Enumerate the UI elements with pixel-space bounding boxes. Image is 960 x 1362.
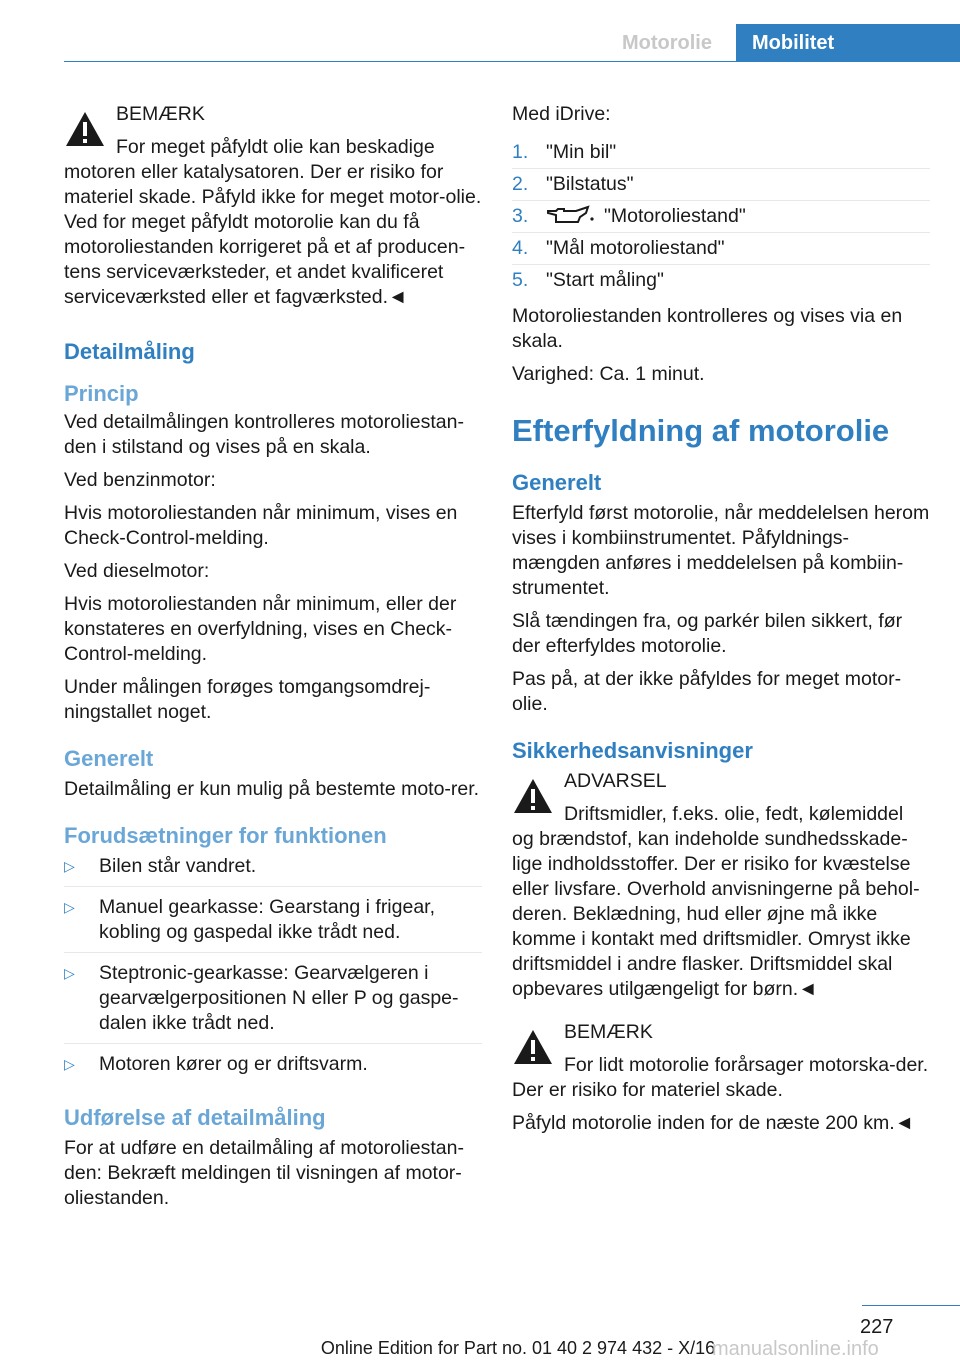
warning-triangle-icon (64, 110, 106, 148)
notice-block (64, 102, 482, 310)
notice-text: For lidt motorolie forårsager motorska-der. Der er risiko for materiel skade. (512, 1054, 929, 1101)
notice-block (512, 1020, 930, 1103)
list-item: ▷ Bilen står vandret. (64, 854, 482, 887)
left-column (64, 102, 482, 1219)
bullet-triangle-icon: ▷ (64, 899, 75, 915)
footer-rule (862, 1305, 960, 1306)
notice-label: BEMÆRK (564, 1021, 653, 1043)
heading-generelt: Generelt (64, 746, 154, 771)
paragraph: For at udføre en detailmåling af motoroliestan-den: Bekræft meldingen til visningen af motor-oliestanden. (64, 1137, 464, 1209)
paragraph: Ved benzinmotor: (64, 469, 216, 491)
tab-mobilitet[interactable]: Mobilitet (736, 24, 960, 62)
paragraph: Slå tændingen fra, og parkér bilen sikkert, før der efterfyldes motorolie. (512, 610, 903, 657)
bullet-triangle-icon: ▷ (64, 858, 75, 874)
heading-forudsaetninger: Forudsætninger for funktionen (64, 823, 387, 848)
warning-block (512, 769, 930, 1002)
paragraph: Motoroliestanden kontrolleres og vises via en skala. (512, 305, 903, 352)
paragraph: Hvis motoroliestanden når minimum, eller der konstateres en overfyldning, vises en Check-Control-melding. (64, 593, 457, 665)
step-item: 5. "Start måling" (512, 269, 664, 291)
watermark: manualsonline.info (712, 1338, 879, 1360)
paragraph: Ved dieselmotor: (64, 560, 210, 582)
heading-udforelse: Udførelse af detailmåling (64, 1105, 326, 1130)
heading-sikkerhedsanvisninger: Sikkerhedsanvisninger (512, 738, 753, 763)
heading-efterfyldning: Efterfyldning af motorolie (512, 413, 890, 448)
heading-detailmaling: Detailmåling (64, 339, 195, 364)
step-item: 3. "Motoroliestand" (512, 201, 930, 233)
idrive-steps (512, 137, 930, 296)
warning-text: Driftsmidler, f.eks. olie, fedt, kølemiddel og brændstof, kan indeholde sundhedsskade-lige indholdsstoffer. Der er risiko for kvæstelse eller livsfare. Overhold anvisningerne på behol-deren. Beklædning, hud eller øjne må ikke komme i kontakt med driftsmidler. Omryst ikke driftsmiddel i andre flasker. Driftsmiddel skal opbevares utilgængeligt for børn.◄ (512, 803, 920, 1000)
edition-note: Online Edition for Part no. 01 40 2 974 432 - X/16 (320, 1338, 716, 1358)
page-number: 227 (860, 1316, 894, 1338)
paragraph: Efterfyld først motorolie, når meddelelsen herom vises i kombiinstrumentet. Påfyldnings-mængden anføres i meddelelsen på kombiin-strumentet. (512, 502, 930, 599)
heading-princip: Princip (64, 381, 139, 406)
paragraph: Påfyld motorolie inden for de næste 200 km.◄ (512, 1112, 914, 1134)
paragraph: Hvis motoroliestanden når minimum, vises en Check-Control-melding. (64, 502, 458, 549)
warning-triangle-icon (512, 1028, 554, 1066)
bullet-triangle-icon: ▷ (64, 965, 75, 981)
paragraph: Pas på, at der ikke påfyldes for meget motor-olie. (512, 668, 902, 715)
tab-motorolie[interactable]: Motorolie (622, 32, 712, 54)
requirements-list (64, 854, 482, 1084)
warning-label: ADVARSEL (564, 770, 667, 792)
step-item: 1. "Min bil" (512, 137, 930, 169)
heading-generelt: Generelt (512, 470, 602, 495)
list-item: ▷ Motoren kører og er driftsvarm. (64, 1053, 368, 1075)
paragraph: Ved detailmålingen kontrolleres motoroliestan-den i stilstand og vises på en skala. (64, 411, 464, 458)
step-item: 4. "Mål motoroliestand" (512, 233, 930, 265)
paragraph: Under målingen forøges tomgangsomdrej-ningstallet noget. (64, 676, 431, 723)
notice-label: BEMÆRK (116, 103, 205, 125)
header-rule (64, 61, 960, 62)
notice-text: For meget påfyldt olie kan beskadige motoren eller katalysatoren. Der er risiko for materiel skade. Påfyld ikke for meget motor-olie. Ved for meget påfyldt motorolie kan du få motoroliestanden korrigeret på et af producen-tens serviceværksteder, et andet kvalificeret serviceværksted eller et fagværksted.◄ (64, 136, 482, 308)
oil-can-icon (546, 205, 596, 225)
list-item: ▷ Manuel gearkasse: Gearstang i frigear, kobling og gaspedal ikke trådt ned. (64, 895, 482, 953)
bullet-triangle-icon: ▷ (64, 1056, 75, 1072)
paragraph: Detailmåling er kun mulig på bestemte moto-rer. (64, 778, 480, 800)
step-item: 2. "Bilstatus" (512, 169, 930, 201)
warning-triangle-icon (512, 777, 554, 815)
paragraph: Med iDrive: (512, 103, 611, 125)
list-item: ▷ Steptronic-gearkasse: Gearvælgeren i gearvælgerpositionen N eller P og gaspe-dalen ikke trådt ned. (64, 961, 482, 1044)
right-column (512, 102, 930, 1144)
paragraph: Varighed: Ca. 1 minut. (512, 363, 705, 385)
